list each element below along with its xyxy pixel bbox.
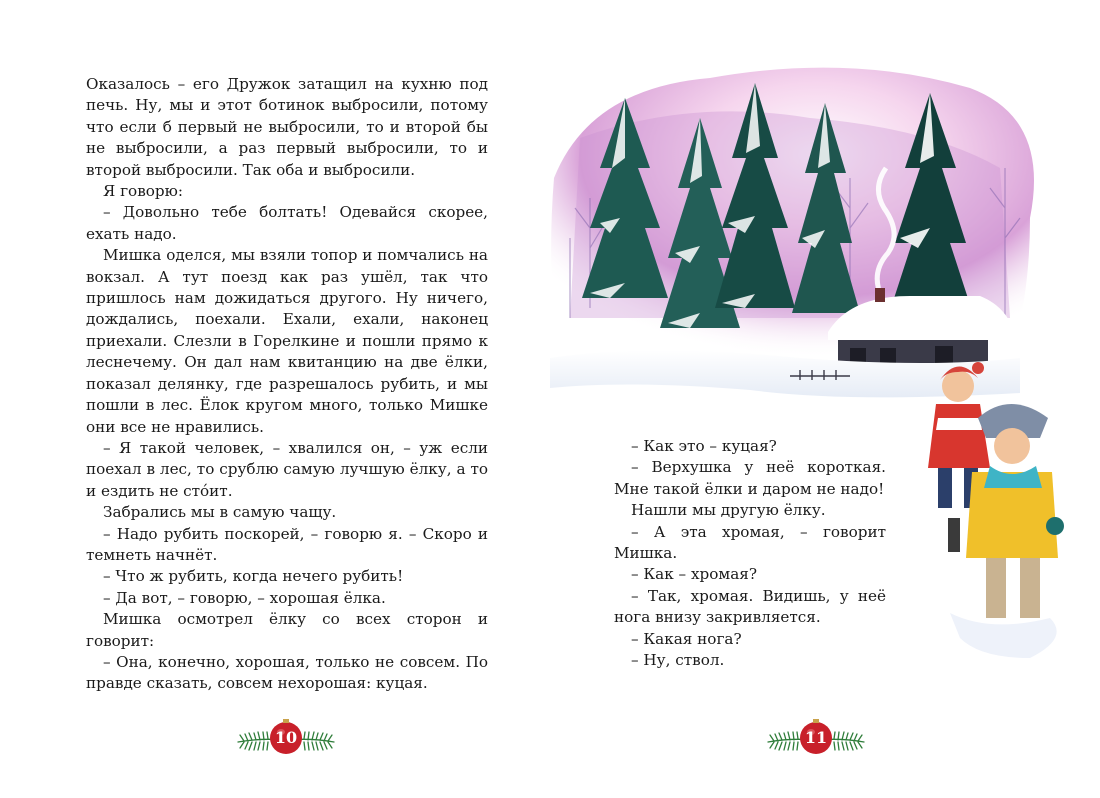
paragraph: – А эта хромая, – говорит Мишка. bbox=[614, 522, 886, 563]
paragraph: Оказалось – его Дружок затащил на кухню под печь. Ну, мы и этот ботинок выбросили, потому что если б первый не выбросили, то и второй бы не выбросили, а раз первый выбросили, то и второй выбросили. Так оба и выбросили. bbox=[86, 75, 488, 179]
right-page-text bbox=[614, 436, 886, 671]
left-page-text bbox=[86, 74, 488, 695]
paragraph: – Какая нога? bbox=[631, 629, 742, 648]
paragraph: – Как – хромая? bbox=[631, 565, 757, 584]
paragraph: – Что ж рубить, когда нечего рубить! bbox=[103, 567, 404, 586]
page-number: 10 bbox=[274, 728, 298, 747]
page-number: 11 bbox=[804, 728, 828, 747]
paragraph: – Я такой человек, – хвалился он, – уж если поехал в лес, то срублю самую лучшую ёлку, а то и ездить не сто́ит. bbox=[86, 438, 488, 500]
paragraph: Я говорю: bbox=[103, 182, 183, 201]
paragraph: Забрались мы в самую чащу. bbox=[103, 503, 337, 522]
paragraph: – Ну, ствол. bbox=[631, 651, 725, 670]
paragraph: – Да вот, – говорю, – хорошая ёлка. bbox=[103, 588, 386, 607]
paragraph: – Надо рубить поскорей, – говорю я. – Скоро и темнеть начнёт. bbox=[86, 524, 488, 564]
paragraph: Мишка оделся, мы взяли топор и помчались на вокзал. А тут поезд как раз ушёл, так что пришлось нам дожидаться другого. Ну ничего, дождались, поехали. Ехали, ехали, наконец приехали. Слезли в Горелкине и пошли прямо к леснечему. Он дал нам квитанцию на две ёлки, показал делянку, где разрешалось рубить, и мы пошли в лес. Ёлок кругом много, только Мишке они все не нравились. bbox=[86, 246, 488, 436]
right-page bbox=[550, 0, 1100, 798]
paragraph: – Верхушка у неё короткая. Мне такой ёлки и даром не надо! bbox=[614, 458, 886, 498]
paragraph: – Так, хромая. Видишь, у неё нога внизу закривляется. bbox=[614, 586, 886, 627]
paragraph: – Она, конечно, хорошая, только не совсем. По правде сказать, совсем нехорошая: куцая. bbox=[86, 652, 488, 693]
page-number-badge bbox=[766, 712, 866, 762]
page-number-badge bbox=[236, 712, 336, 762]
paragraph: – Как это – куцая? bbox=[631, 437, 777, 455]
paragraph: Мишка осмотрел ёлку со всех сторон и говорит: bbox=[86, 610, 488, 650]
paragraph: Нашли мы другую ёлку. bbox=[631, 501, 826, 520]
paragraph: – Довольно тебе болтать! Одевайся скорее, ехать надо. bbox=[86, 203, 488, 243]
